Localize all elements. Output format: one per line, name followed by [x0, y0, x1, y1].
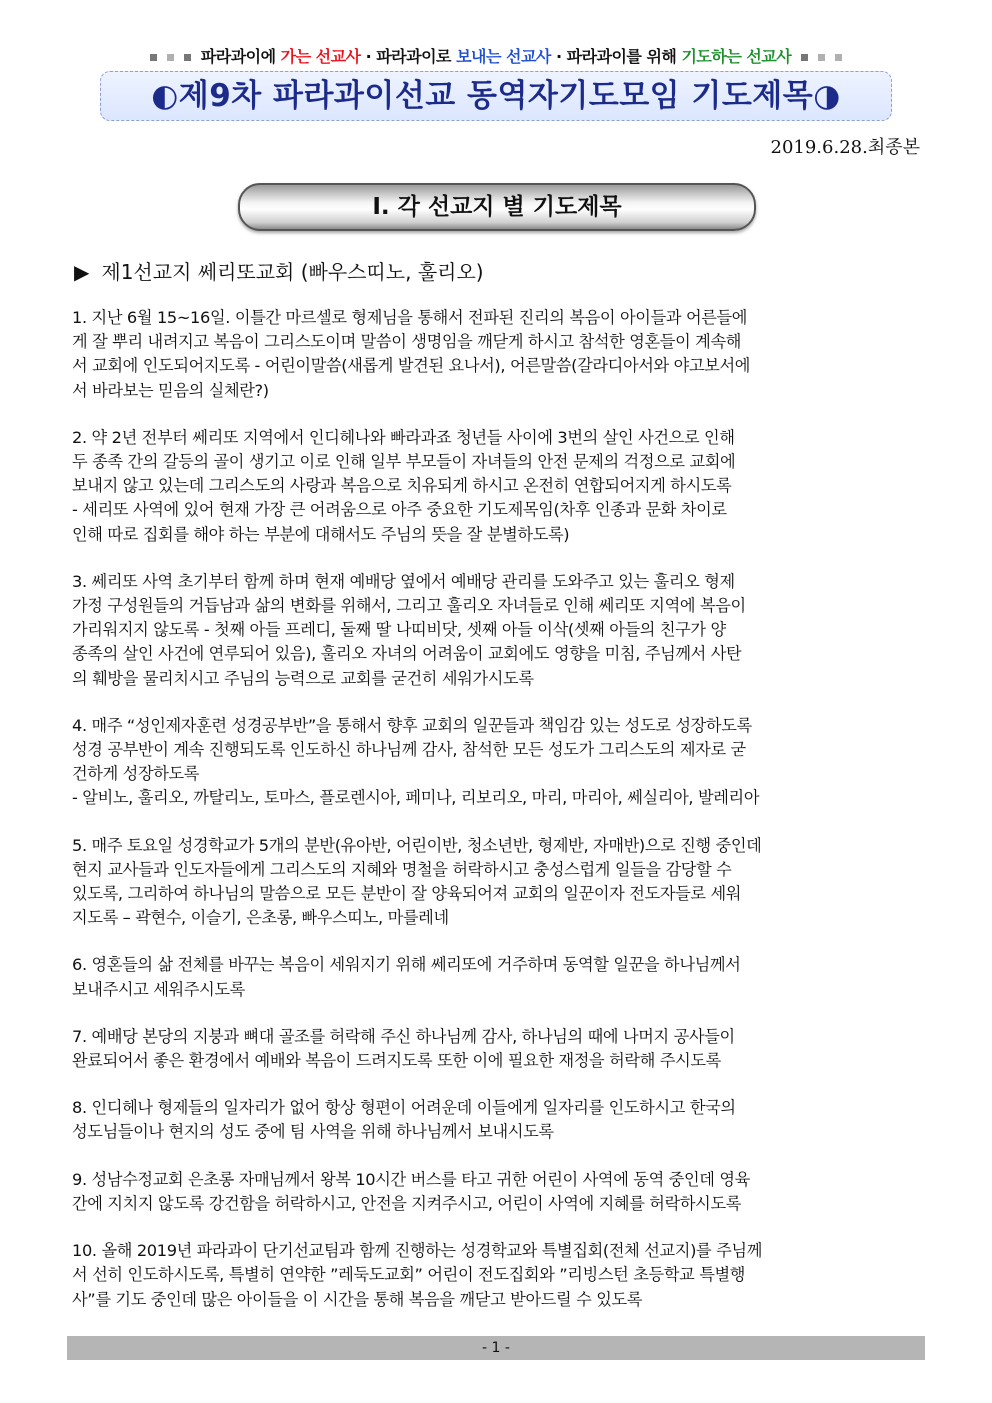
- mission-heading: [74, 256, 484, 285]
- prayer-item-line: 1. 지난 6월 15~16일. 이틀간 마르셀로 형제님을 통해서 전파된 진리의 복음이 아이들과 어른들에: [72, 308, 748, 327]
- document-title: ◐제9차 파라과이선교 동역자기도모임 기도제목◑: [100, 71, 892, 121]
- prayer-item-line: 의 훼방을 물리치시고 주님의 능력으로 교회를 굳건히 세워가시도록: [72, 668, 534, 688]
- prayer-item-line: 인해 따로 집회를 해야 하는 부분에 대해서도 주님의 뜻을 잘 분별하도록): [72, 524, 570, 544]
- square-icon: [818, 54, 825, 61]
- prayer-item-line: 보내주시고 세워주시도록: [72, 979, 245, 999]
- tagline-part3: · 파라과이를 위해: [550, 47, 682, 66]
- prayer-item-line: 게 잘 뿌리 내려지고 복음이 그리스도이며 말씀이 생명임을 깨닫게 하시고 참석한 영혼들이 계속해: [72, 332, 742, 352]
- prayer-item: [72, 714, 920, 811]
- prayer-item-line: 4. 매주 “성인제자훈련 성경공부반”을 통해서 향후 교회의 일꾼들과 책임감 있는 성도로 성장하도록: [72, 715, 752, 735]
- tagline-pray: 기도하는 선교사: [681, 47, 792, 66]
- tagline-send: 보내는 선교사: [456, 47, 551, 66]
- prayer-item: [72, 570, 920, 691]
- square-icon: [150, 54, 157, 61]
- square-icon: [167, 54, 174, 61]
- prayer-item-line: 두 종족 간의 갈등의 골이 생기고 이로 인해 일부 부모들이 자녀들의 안전 문제의 걱정으로 교회에: [72, 452, 736, 472]
- prayer-item-line: 서 선히 인도하시도록, 특별히 연약한 ”레둑도교회” 어린이 전도집회와 ”리빙스턴 초등학교 특별행: [72, 1265, 746, 1285]
- tagline-go: 가는 선교사: [280, 47, 361, 66]
- prayer-item: [72, 953, 920, 1001]
- square-icon: [801, 54, 808, 61]
- tagline-part2: · 파라과이로: [360, 47, 457, 66]
- prayer-item-line: - 알비노, 훌리오, 까탈리노, 토마스, 플로렌시아, 페미나, 리보리오, 마리, 마리아, 쎄실리아, 발레리아: [72, 788, 760, 808]
- prayer-item-line: 보내지 않고 있는데 그리스도의 사랑과 복음으로 치유되게 하시고 온전히 연합되어지게 하시도록: [72, 476, 732, 496]
- prayer-item-line: 8. 인디헤나 형제들의 일자리가 없어 항상 형편이 어려운데 이들에게 일자리를 인도하시고 한국의: [72, 1098, 736, 1118]
- prayer-item-line: 3. 쎄리또 사역 초기부터 함께 하며 현재 예배당 옆에서 예배당 관리를 도와주고 있는 훌리오 형제: [72, 571, 735, 591]
- prayer-item-line: 6. 영혼들의 삶 전체를 바꾸는 복음이 세워지기 위해 쎄리또에 거주하며 동역할 일꾼을 하나님께서: [72, 955, 741, 975]
- document-date: 2019.6.28.최종본: [770, 137, 920, 158]
- prayer-item-line: 가리워지지 않도록 - 첫째 아들 프레디, 둘째 딸 나띠비닷, 셋째 아들 이삭(셋째 아들의 친구가 양: [72, 620, 726, 640]
- page-footer: [67, 1336, 925, 1360]
- prayer-items-list: [72, 306, 920, 1335]
- prayer-item: [72, 1025, 920, 1073]
- prayer-item-line: 10. 올해 2019년 파라과이 단기선교팀과 함께 진행하는 성경학교와 특별집회(전체 선교지)를 주님께: [72, 1241, 762, 1261]
- mission-heading-text: 제1선교지 쎄리또교회 (빠우스띠노, 훌리오): [101, 260, 484, 284]
- prayer-item: [72, 834, 920, 931]
- prayer-item-line: 성경 공부반이 계속 진행되도록 인도하신 하나님께 감사, 참석한 모든 성도가 그리스도의 제자로 굳: [72, 740, 746, 760]
- prayer-item: [72, 306, 920, 403]
- square-icon: [184, 54, 191, 61]
- prayer-item-line: 서 바라보는 믿음의 실체란?): [72, 380, 269, 400]
- prayer-item-line: 건하게 성장하도록: [72, 764, 200, 784]
- prayer-item-line: 완료되어서 좋은 환경에서 예배와 복음이 드려지도록 또한 이에 필요한 재정을 허락해 주시도록: [72, 1051, 721, 1071]
- prayer-item-line: 지도록 – 곽현수, 이슬기, 은초롱, 빠우스띠노, 마를레네: [72, 908, 449, 928]
- section-title: Ⅰ. 각 선교지 별 기도제목: [238, 183, 756, 231]
- tagline-part1: 파라과이에: [200, 47, 281, 66]
- square-icon: [835, 54, 842, 61]
- prayer-item-line: 서 교회에 인도되어지도록 - 어린이말씀(새롭게 발견된 요나서), 어른말씀(갈라디아서와 야고보서에: [72, 356, 751, 376]
- prayer-item-line: 2. 약 2년 전부터 쎄리또 지역에서 인디헤나와 빠라과죠 청년들 사이에 3번의 살인 사건으로 인해: [72, 427, 735, 447]
- prayer-item-line: 간에 지치지 않도록 강건함을 허락하시고, 안전을 지켜주시고, 어린이 사역에 지혜를 허락하시도록: [72, 1193, 742, 1213]
- page-number: - 1 -: [482, 1340, 510, 1356]
- header-tagline: [0, 44, 992, 67]
- prayer-item-line: 성도님들이나 현지의 성도 중에 팀 사역을 위해 하나님께서 보내시도록: [72, 1122, 554, 1142]
- prayer-item: [72, 1168, 920, 1216]
- prayer-item: [72, 1239, 920, 1312]
- prayer-item: [72, 1096, 920, 1144]
- prayer-item-line: 현지 교사들과 인도자들에게 그리스도의 지혜와 명철을 허락하시고 충성스럽게 일들을 감당할 수: [72, 859, 732, 879]
- prayer-item: [72, 426, 920, 547]
- prayer-item-line: 사”를 기도 중인데 많은 아이들을 이 시간을 통해 복음을 깨닫고 받아드릴 수 있도록: [72, 1289, 643, 1309]
- prayer-item-line: 7. 예배당 본당의 지붕과 뼈대 골조를 허락해 주신 하나님께 감사, 하나님의 때에 나머지 공사들이: [72, 1026, 735, 1046]
- prayer-item-line: 5. 매주 토요일 성경학교가 5개의 분반(유아반, 어린이반, 청소년반, 형제반, 자매반)으로 진행 중인데: [72, 835, 762, 855]
- prayer-item-line: - 세리또 사역에 있어 현재 가장 큰 어려움으로 아주 중요한 기도제목임(차후 인종과 문화 차이로: [72, 500, 727, 520]
- prayer-item-line: 종족의 살인 사건에 연루되어 있음), 훌리오 자녀의 어려움이 교회에도 영향을 미침, 주님께서 사탄: [72, 644, 742, 664]
- triangle-right-icon: ▶: [74, 260, 90, 284]
- prayer-item-line: 있도록, 그리하여 하나님의 말씀으로 모든 분반이 잘 양육되어져 교회의 일꾼이자 전도자들로 세워: [72, 884, 742, 904]
- prayer-item-line: 가정 구성원들의 거듭남과 삶의 변화를 위해서, 그리고 훌리오 자녀들로 인해 쎄리또 지역에 복음이: [72, 596, 746, 616]
- prayer-item-line: 9. 성남수정교회 은초롱 자매님께서 왕복 10시간 버스를 타고 귀한 어린이 사역에 동역 중인데 영육: [72, 1169, 750, 1189]
